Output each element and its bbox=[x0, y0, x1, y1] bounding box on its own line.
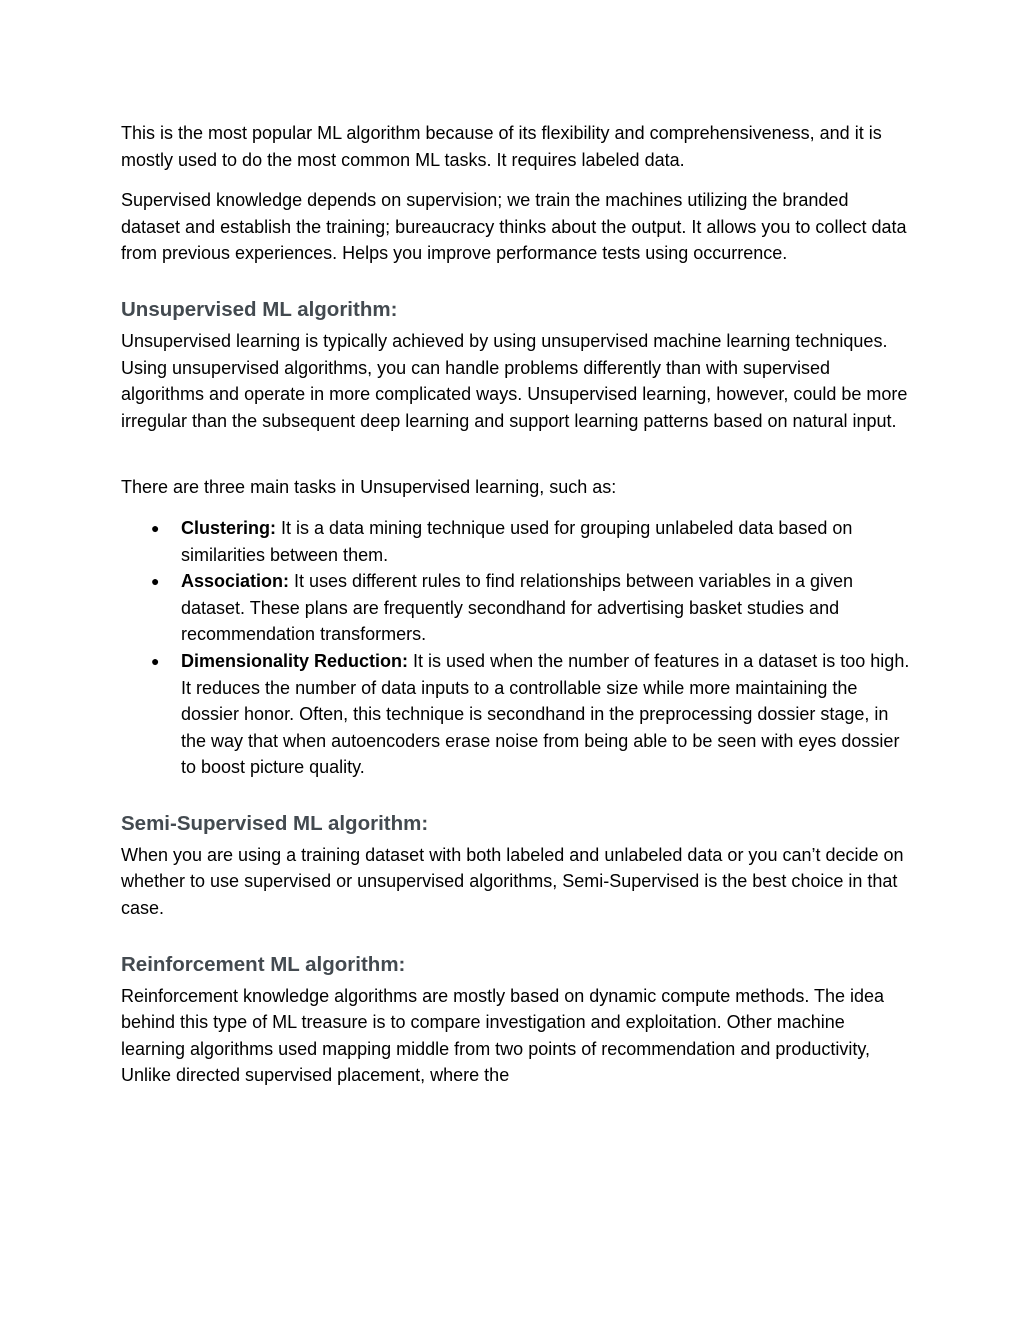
unsupervised-body: Unsupervised learning is typically achieved by using unsupervised machine learning techniques. Using unsupervised algorithms, you can handle problems differently than with supervised algorithms and operate in more complicated ways. Unsupervised learning, however, could be more irregular than the subsequent deep learning and support learning patterns based on natural input. bbox=[121, 330, 908, 431]
task-term: Clustering: bbox=[181, 517, 277, 538]
semi-supervised-body: When you are using a training dataset with both labeled and unlabeled data or you can’t decide on whether to use supervised or unsupervised algorithms, Semi-Supervised is the best choice in that case. bbox=[121, 844, 904, 919]
task-term: Dimensionality Reduction: bbox=[181, 650, 409, 671]
intro-paragraph-2: Supervised knowledge depends on supervision; we train the machines utilizing the branded dataset and establish the training; bureaucracy thinks about the output. It allows you to collect data from previous experiences. Helps you improve performance tests using occurrence. bbox=[121, 190, 907, 264]
bullet-icon: ● bbox=[151, 519, 160, 536]
intro-paragraph-1: This is the most popular ML algorithm because of its flexibility and comprehensiveness, and it is mostly used to do the most common ML tasks. It requires labeled data. bbox=[121, 123, 882, 170]
task-text: It is used when the number of features in a dataset is too high. It reduces the number of data inputs to a controllable size while more maintaining the dossier honor. Often, this technique is secondhand in the preprocessing dossier stage, in the way that when autoencoders erase noise from being able to be seen with eyes dossier to boost picture quality. bbox=[181, 650, 910, 778]
task-text: It uses different rules to find relationships between variables in a given dataset. These plans are frequently secondhand for advertising basket studies and recommendation transformers. bbox=[181, 571, 854, 645]
list-item-association bbox=[121, 568, 911, 648]
semi-supervised-heading: Semi-Supervised ML algorithm: bbox=[121, 811, 429, 835]
task-term: Association: bbox=[181, 571, 290, 592]
bullet-icon: ● bbox=[151, 573, 160, 590]
reinforcement-heading: Reinforcement ML algorithm: bbox=[121, 952, 406, 976]
blank-line bbox=[121, 448, 911, 474]
reinforcement-body: Reinforcement knowledge algorithms are mostly based on dynamic compute methods. The idea behind this type of ML treasure is to compare investigation and exploitation. Other machine learning algorithms used mapping middle from two points of recommendation and productivity, Unlike directed supervised placement, where the bbox=[121, 985, 885, 1086]
bullet-icon: ● bbox=[151, 652, 160, 669]
list-item-dimensionality-reduction bbox=[121, 648, 911, 781]
unsupervised-heading: Unsupervised ML algorithm: bbox=[121, 297, 398, 321]
document-page bbox=[121, 120, 911, 1103]
tasks-list bbox=[121, 515, 911, 781]
list-item-clustering bbox=[121, 515, 911, 568]
task-text: It is a data mining technique used for grouping unlabeled data based on similarities between them. bbox=[181, 517, 853, 565]
tasks-intro: There are three main tasks in Unsupervised learning, such as: bbox=[121, 477, 617, 498]
